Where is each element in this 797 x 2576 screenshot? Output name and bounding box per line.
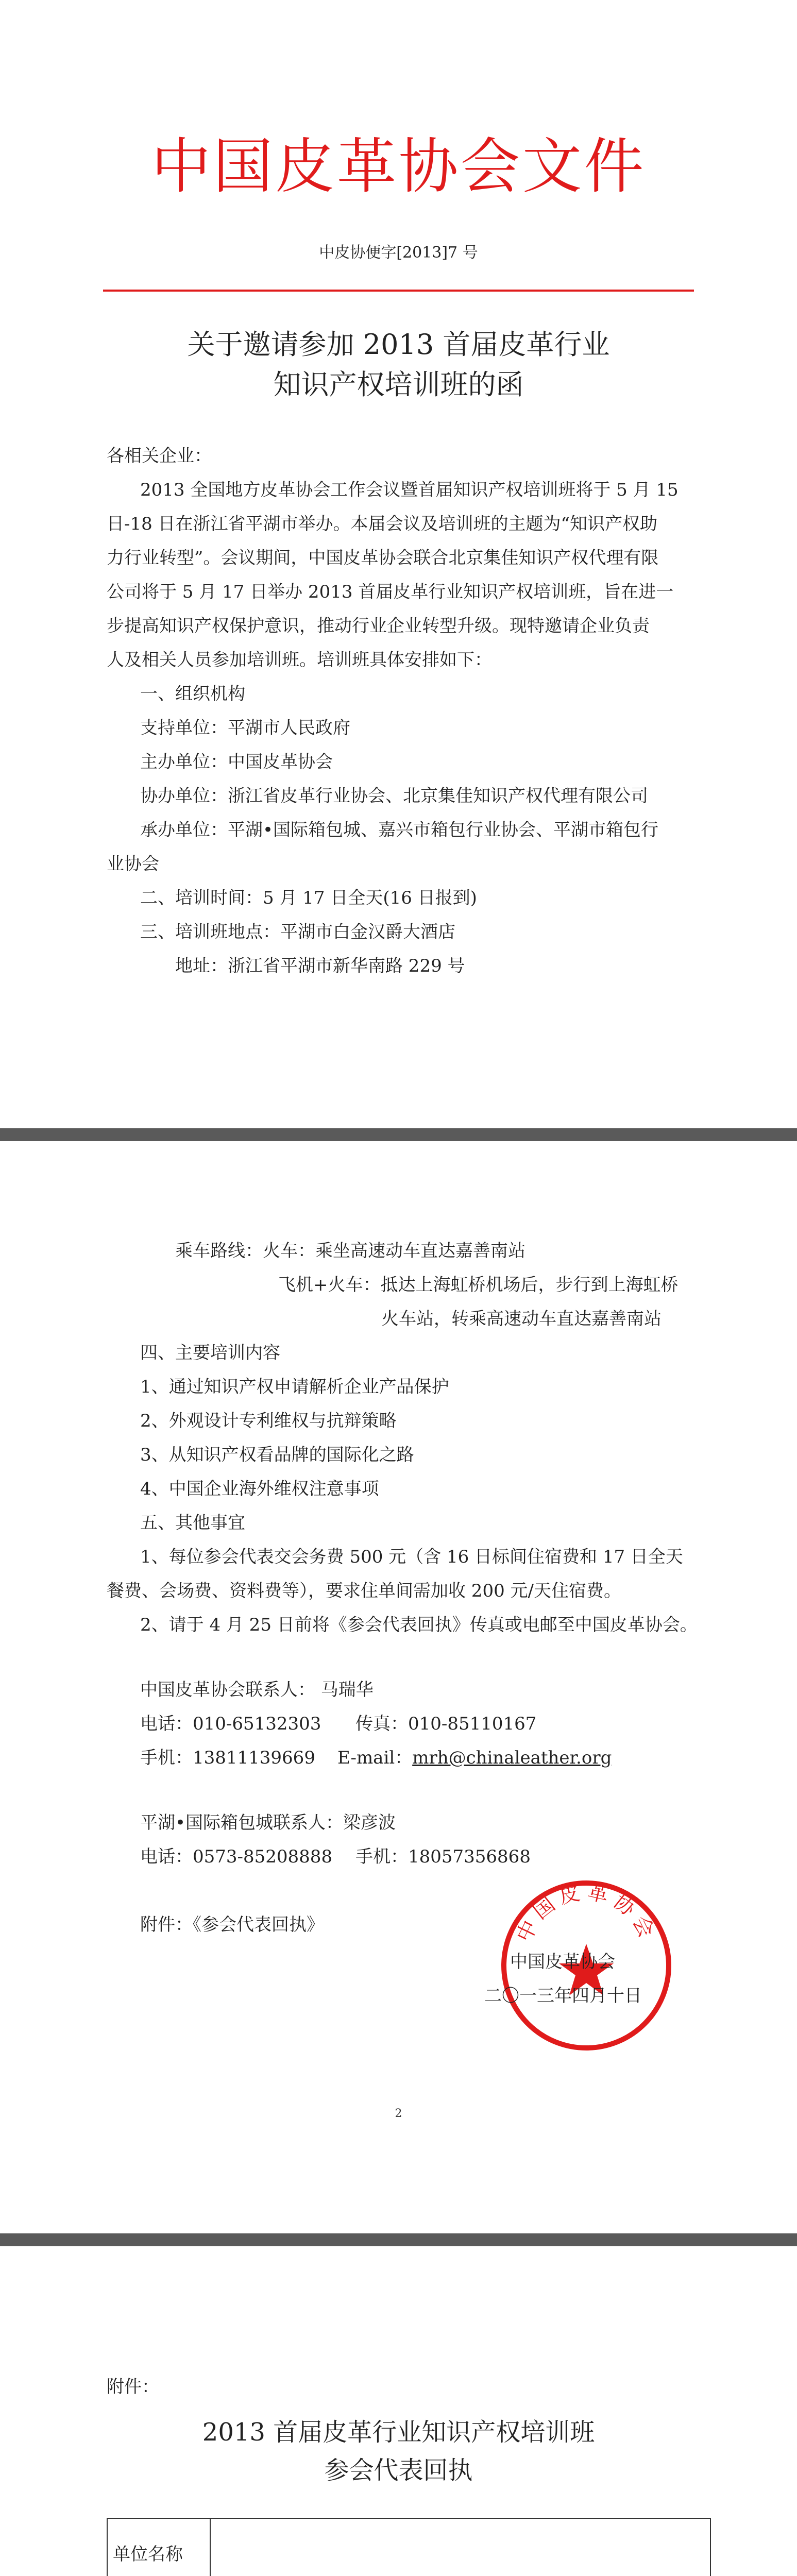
document-number: 中皮协便字[2013]7 号 — [319, 244, 478, 262]
signature-organization: 中国皮革协会 — [510, 1952, 615, 1972]
contact-person: 平湖•国际箱包城联系人：梁彦波 — [140, 1812, 396, 1833]
training-topic: 4、中国企业海外维权注意事项 — [140, 1479, 379, 1499]
document-page-1 — [0, 0, 797, 1128]
red-divider-line — [103, 290, 694, 292]
document-title-line-1: 关于邀请参加 2013 首届皮革行业 — [187, 328, 610, 361]
paragraph-line: 2013 全国地方皮革协会工作会议暨首届知识产权培训班将于 5 月 15 — [140, 480, 679, 500]
signature-date: 二〇一三年四月十日 — [484, 1986, 642, 2006]
venue-address: 地址：浙江省平湖市新华南路 229 号 — [175, 956, 465, 976]
document-header-title: 中国皮革协会文件 — [151, 132, 646, 201]
paragraph-line: 力行业转型”。会议期间，中国皮革协会联合北京集佳知识产权代理有限 — [107, 548, 659, 568]
document-title-line-2: 知识产权培训班的函 — [273, 368, 524, 401]
contact-mobile: 手机：18057356868 — [355, 1846, 531, 1867]
paragraph-line: 步提高知识产权保护意识，推动行业企业转型升级。现特邀请企业负责 — [107, 616, 650, 636]
training-topic: 3、从知识产权看品牌的国际化之路 — [140, 1445, 414, 1465]
form-title-line-1: 2013 首届皮革行业知识产权培训班 — [202, 2418, 595, 2447]
table-row — [107, 2518, 710, 2576]
training-time: 二、培训时间：5 月 17 日全天(16 日报到) — [140, 888, 477, 908]
paragraph-line: 公司将于 5 月 17 日举办 2013 首届皮革行业知识产权培训班，旨在进一 — [107, 582, 674, 602]
undertaking-unit-cont: 业协会 — [107, 854, 159, 874]
contact-person: 中国皮革协会联系人： 马瑞华 — [140, 1680, 374, 1700]
contact-email-label — [337, 1741, 612, 1775]
route-line: 乘车路线：火车：乘坐高速动车直达嘉善南站 — [175, 1241, 525, 1261]
email-label: E-mail： — [337, 1748, 413, 1768]
section-heading: 一、组织机构 — [140, 684, 245, 704]
host-unit: 主办单位：中国皮革协会 — [140, 752, 333, 772]
undertaking-unit: 承办单位：平湖•国际箱包城、嘉兴市箱包行业协会、平湖市箱包行 — [140, 820, 659, 840]
other-item: 1、每位参会代表交会务费 500 元（含 16 日标间住宿费和 17 日全天 — [140, 1547, 683, 1567]
training-topic: 2、外观设计专利维权与抗辩策略 — [140, 1411, 397, 1431]
support-unit: 支持单位：平湖市人民政府 — [140, 718, 350, 738]
contact-fax: 传真：010-85110167 — [355, 1714, 537, 1734]
paragraph-line: 日-18 日在浙江省平湖市举办。本届会议及培训班的主题为“知识产权助 — [107, 514, 657, 534]
training-topic: 1、通过知识产权申请解析企业产品保护 — [140, 1377, 449, 1397]
svg-text:中国皮革协会 — [512, 1880, 660, 1946]
document-page-2 — [0, 1141, 797, 2233]
contact-mobile: 手机：13811139669 — [140, 1748, 315, 1768]
contact-phone: 电话：010-65132303 — [140, 1714, 321, 1734]
paragraph-line: 人及相关人员参加培训班。培训班具体安排如下： — [107, 650, 492, 670]
attachment-label: 附件： — [107, 2377, 159, 2397]
label-unit-name: 单位名称 — [107, 2518, 210, 2576]
co-organizer-unit: 协办单位：浙江省皮革行业协会、北京集佳知识产权代理有限公司 — [140, 786, 648, 806]
attachment-note: 附件：《参会代表回执》 — [140, 1914, 324, 1935]
page-number: 2 — [395, 2107, 402, 2120]
registration-form-table — [107, 2518, 711, 2576]
contact-phone: 电话：0573-85208888 — [140, 1846, 333, 1867]
form-title-line-2: 参会代表回执 — [324, 2456, 473, 2485]
training-venue: 三、培训班地点：平湖市白金汉爵大酒店 — [140, 922, 455, 942]
route-line: 飞机+火车：抵达上海虹桥机场后，步行到上海虹桥 — [278, 1275, 679, 1295]
salutation: 各相关企业： — [107, 446, 212, 466]
section-heading: 五、其他事宜 — [140, 1513, 245, 1533]
document-page-3 — [0, 2246, 797, 2576]
other-item: 2、请于 4 月 25 日前将《参会代表回执》传真或电邮至中国皮革协会。 — [140, 1615, 698, 1635]
route-line: 火车站，转乘高速动车直达嘉善南站 — [381, 1309, 662, 1329]
section-heading: 四、主要培训内容 — [140, 1343, 280, 1363]
seal-text: 中国皮革协会 — [512, 1880, 660, 1946]
unit-name-field[interactable] — [210, 2518, 710, 2576]
other-item-cont: 餐费、会场费、资料费等），要求住单间需加收 200 元/天住宿费。 — [107, 1581, 621, 1601]
email-link[interactable]: mrh@chinaleather.org — [412, 1748, 612, 1768]
